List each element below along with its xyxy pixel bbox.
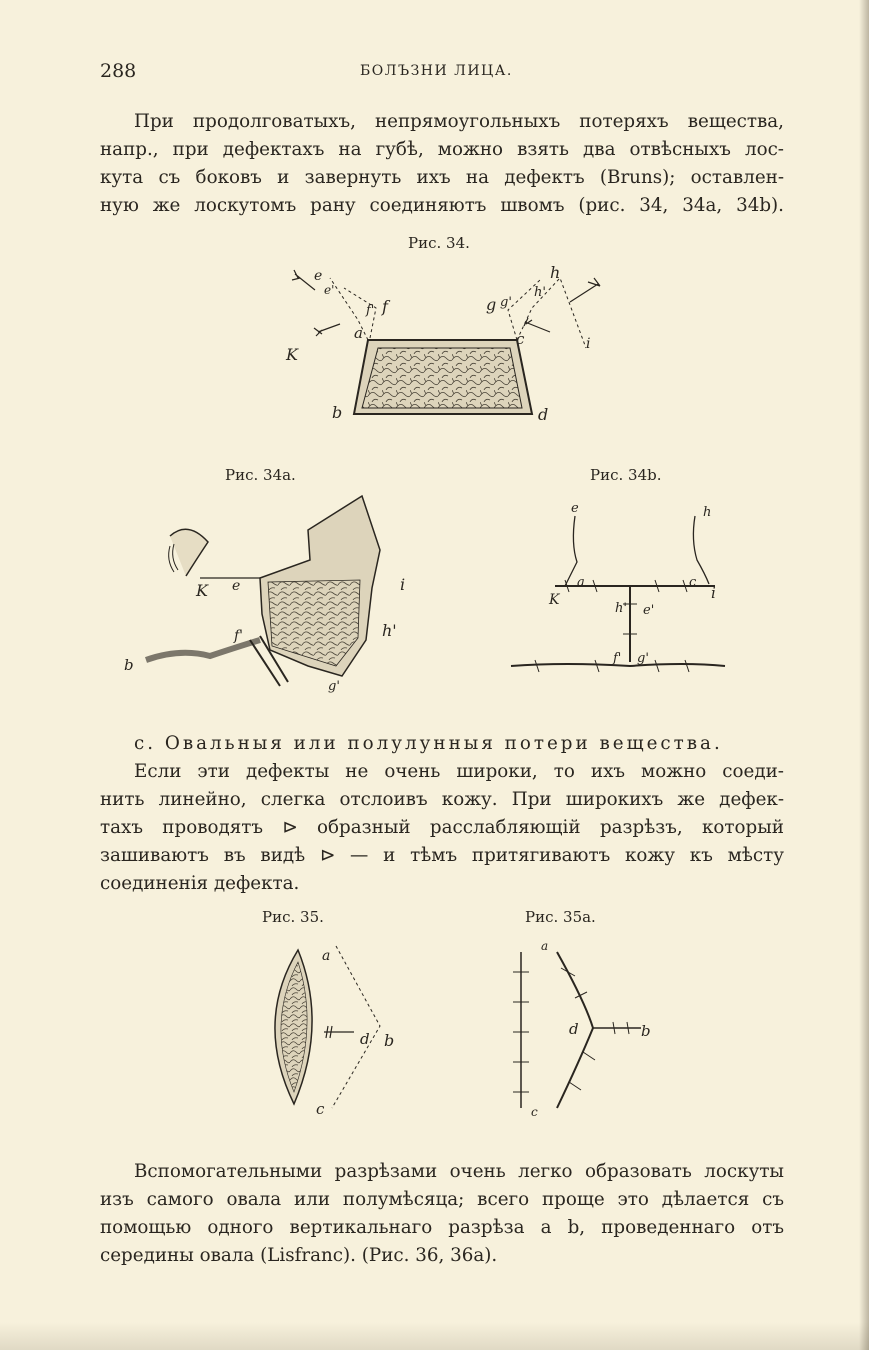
figure-label: f	[382, 297, 388, 316]
section-heading: c. Овальныя или полулунныя потери вещества.	[134, 733, 723, 754]
paragraph-intro	[100, 108, 784, 220]
paragraph-line: зашиваютъ въ видѣ ⊳ — и тѣмъ притягиваютъ кожу къ мѣсту	[100, 845, 784, 866]
figure-label: a	[577, 575, 585, 590]
figure-label: h'	[534, 285, 546, 300]
incision-outline	[332, 946, 380, 1108]
figure-label: h	[550, 263, 561, 282]
arrow-icon	[570, 278, 600, 302]
arrow-icon	[324, 1026, 354, 1038]
figure-label: e'	[643, 603, 655, 618]
page-spine-shadow	[859, 0, 869, 1350]
figure-label: d	[360, 1030, 370, 1048]
figure-label: i	[711, 584, 716, 602]
paragraph-line: нить линейно, слегка отслоивъ кожу. При широкихъ же дефек-	[100, 789, 784, 810]
paragraph-line: Если эти дефекты не очень широки, то ихъ можно соеди-	[134, 761, 784, 782]
figure-label: c	[689, 575, 697, 590]
figure-35a-diagram	[495, 932, 665, 1122]
suture-line	[565, 516, 577, 586]
retracted-flap	[170, 529, 208, 576]
figure-label: g'	[637, 651, 649, 666]
figure-label: d	[538, 405, 549, 424]
figure-34a-diagram	[110, 490, 430, 700]
figure-label: b	[641, 1022, 651, 1040]
figure-label: d	[569, 1020, 579, 1038]
figure-35-caption: Рис. 35.	[262, 908, 324, 926]
figure-label: h	[703, 505, 712, 520]
section-c	[100, 730, 784, 898]
arrow-icon	[314, 324, 340, 336]
page-number: 288	[100, 60, 137, 82]
paragraph-line: При продолговатыхъ, непрямоугольныхъ потеряхъ вещества,	[134, 111, 784, 132]
paragraph-line: помощью одного вертикальнаго разрѣза a b, проведеннаго отъ	[100, 1217, 784, 1238]
figure-label: b	[384, 1031, 395, 1050]
figure-label: e	[314, 268, 323, 284]
page-edge-shadow	[0, 1322, 869, 1350]
figure-label: c	[531, 1105, 538, 1119]
figure-label: b	[124, 656, 134, 674]
paragraph-line: середины овала (Lisfranc). (Рис. 36, 36a).	[100, 1245, 498, 1266]
paragraph-line: Вспомогательными разрѣзами очень легко образовать лоскуты	[134, 1161, 784, 1182]
figure-34b-caption: Рис. 34b.	[590, 466, 662, 484]
figure-label: e	[571, 501, 579, 516]
running-head: БОЛЪЗНИ ЛИЦА.	[360, 63, 513, 79]
figure-34-diagram	[270, 258, 610, 428]
figure-label: i	[400, 575, 406, 594]
figure-label: f'	[613, 651, 622, 666]
paragraph-auxiliary	[100, 1158, 784, 1270]
figure-label: a	[322, 948, 331, 964]
figure-label: b	[332, 403, 343, 422]
figure-label: K	[196, 581, 208, 600]
defect-tissue	[362, 348, 522, 408]
figure-label: g'	[500, 295, 512, 310]
figure-label: g'	[328, 679, 340, 694]
figure-label: a	[541, 939, 549, 953]
paragraph-line: напр., при дефектахъ на губѣ, можно взять два отвѣсныхъ лос-	[100, 139, 784, 160]
paragraph-line: тахъ проводятъ ⊳ образный расслабляющій разрѣзъ, который	[100, 817, 784, 838]
figure-label: a	[354, 324, 363, 342]
figure-34-caption: Рис. 34.	[408, 234, 470, 252]
arrow-icon	[292, 270, 315, 290]
figure-label: K	[286, 345, 298, 364]
figure-label: g	[486, 295, 497, 314]
paragraph-line: изъ самого овала или полумѣсяца; всего проще это дѣлается съ	[100, 1189, 784, 1210]
suture-line	[693, 516, 709, 584]
figure-label: c	[316, 1100, 325, 1118]
paragraph-line: кута съ боковъ и завернуть ихъ на дефектъ (Bruns); оставлен-	[100, 167, 784, 188]
figure-label: K	[549, 592, 560, 608]
figure-label: f'	[234, 628, 244, 644]
figure-35-diagram	[250, 932, 420, 1122]
arrow-icon	[524, 318, 550, 332]
figure-label: h'	[382, 621, 397, 640]
figure-label: e	[232, 578, 241, 594]
figure-34a-caption: Рис. 34a.	[225, 466, 296, 484]
figure-34b-diagram	[505, 494, 735, 694]
figure-label: c	[516, 330, 525, 348]
figure-label: e'	[324, 283, 335, 297]
figure-label: f'	[366, 303, 375, 318]
figure-label: h'	[615, 601, 627, 616]
paragraph-line: ную же лоскутомъ рану соединяютъ швомъ (рис. 34, 34a, 34b).	[100, 195, 784, 216]
figure-35a-caption: Рис. 35a.	[525, 908, 596, 926]
paragraph-line: соединенія дефекта.	[100, 873, 300, 894]
figure-label: i	[586, 336, 591, 352]
